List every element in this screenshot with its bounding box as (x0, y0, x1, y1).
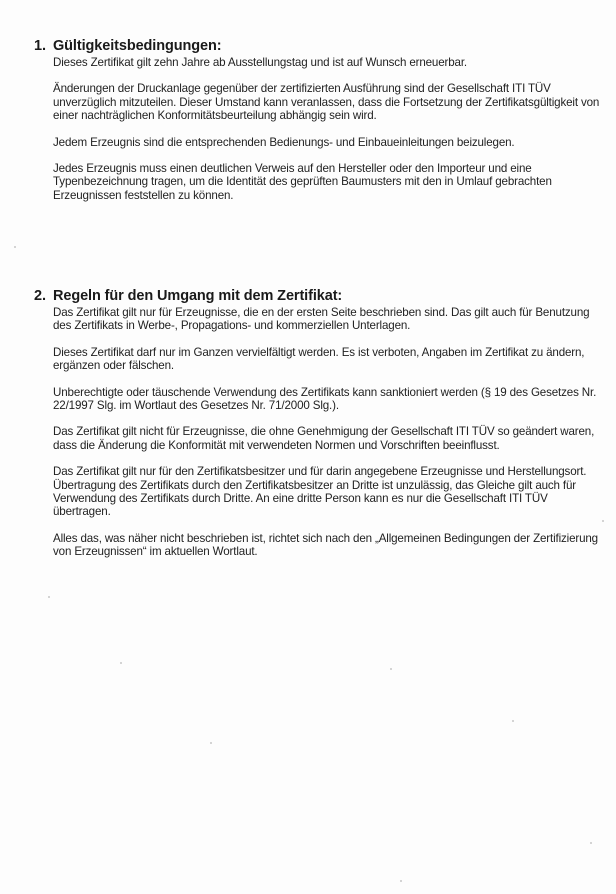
section-heading (34, 38, 604, 55)
paragraph: Alles das, was näher nicht beschrieben ist, richtet sich nach den „Allgemeinen Bedingungen der Zertifizierung von Erzeugnissen“ im aktuellen Wortlaut. (53, 531, 598, 559)
paragraph: Das Zertifikat gilt nur für den Zertifikatsbesitzer und für darin angegebene Erzeugnisse und Herstellungsort. Übertragung des Zertifikats durch den Zertifikatsbesitzer an Dritte ist unzulässig, das Gleiche gilt auch für Verwendung des Zertifikats durch Dritte. An eine dritte Person kann es nur die Gesellschaft ITI TÜV übertragen. (53, 465, 587, 519)
section-heading (34, 288, 604, 305)
paragraph: Unberechtigte oder täuschende Verwendung des Zertifikats kann sanktioniert werden (§ 19 des Gesetzes Nr. 22/1997 Slg. im Wortlaut des Gesetzes Nr. 71/2000 Slg.). (53, 385, 597, 413)
section-certificate-rules (34, 288, 604, 559)
paragraph: Jedes Erzeugnis muss einen deutlichen Verweis auf den Hersteller oder den Importeur und eine Typenbezeichnung tragen, um die Identität des geprüften Baumusters mit den in Umlauf gebrachten Erzeugnissen feststellen zu können. (53, 162, 552, 202)
section-validity-conditions (34, 38, 604, 202)
section-number: 1. (34, 38, 46, 54)
paragraph: Dieses Zertifikat gilt zehn Jahre ab Ausstellungstag und ist auf Wunsch erneuerbar. (53, 56, 467, 69)
paragraph: Das Zertifikat gilt nicht für Erzeugnisse, die ohne Genehmigung der Gesellschaft ITI TÜV so geändert waren, dass die Änderung die Konformität mit verwendeten Normen und Vorschriften beeinflusst. (53, 425, 595, 452)
section-title: Gültigkeitsbedingungen: (53, 38, 222, 54)
paragraph: Das Zertifikat gilt nur für Erzeugnisse, die en der ersten Seite beschrieben sind. Das gilt auch für Benutzung des Zertifikats in Werbe-, Propagations- und kommerziellen Unterlagen. (53, 306, 590, 333)
section-number: 2. (34, 288, 46, 304)
section-title: Regeln für den Umgang mit dem Zertifikat: (53, 288, 343, 304)
paragraph: Dieses Zertifikat darf nur im Ganzen vervielfältigt werden. Es ist verboten, Angaben im Zertifikat zu ändern, ergänzen oder fälschen. (53, 345, 585, 373)
paragraph: Änderungen der Druckanlage gegenüber der zertifizierten Ausführung sind der Gesellschaft ITI TÜV unverzüglich mitzuteilen. Dieser Umstand kann veranlassen, dass die Fortsetzung der Zertifikatsgültigkeit von einer nachträglichen Konformitätsbeurteilung abhängig sein wird. (53, 82, 600, 123)
paragraph: Jedem Erzeugnis sind die entsprechenden Bedienungs- und Einbaueinleitungen beizulegen. (53, 135, 515, 149)
